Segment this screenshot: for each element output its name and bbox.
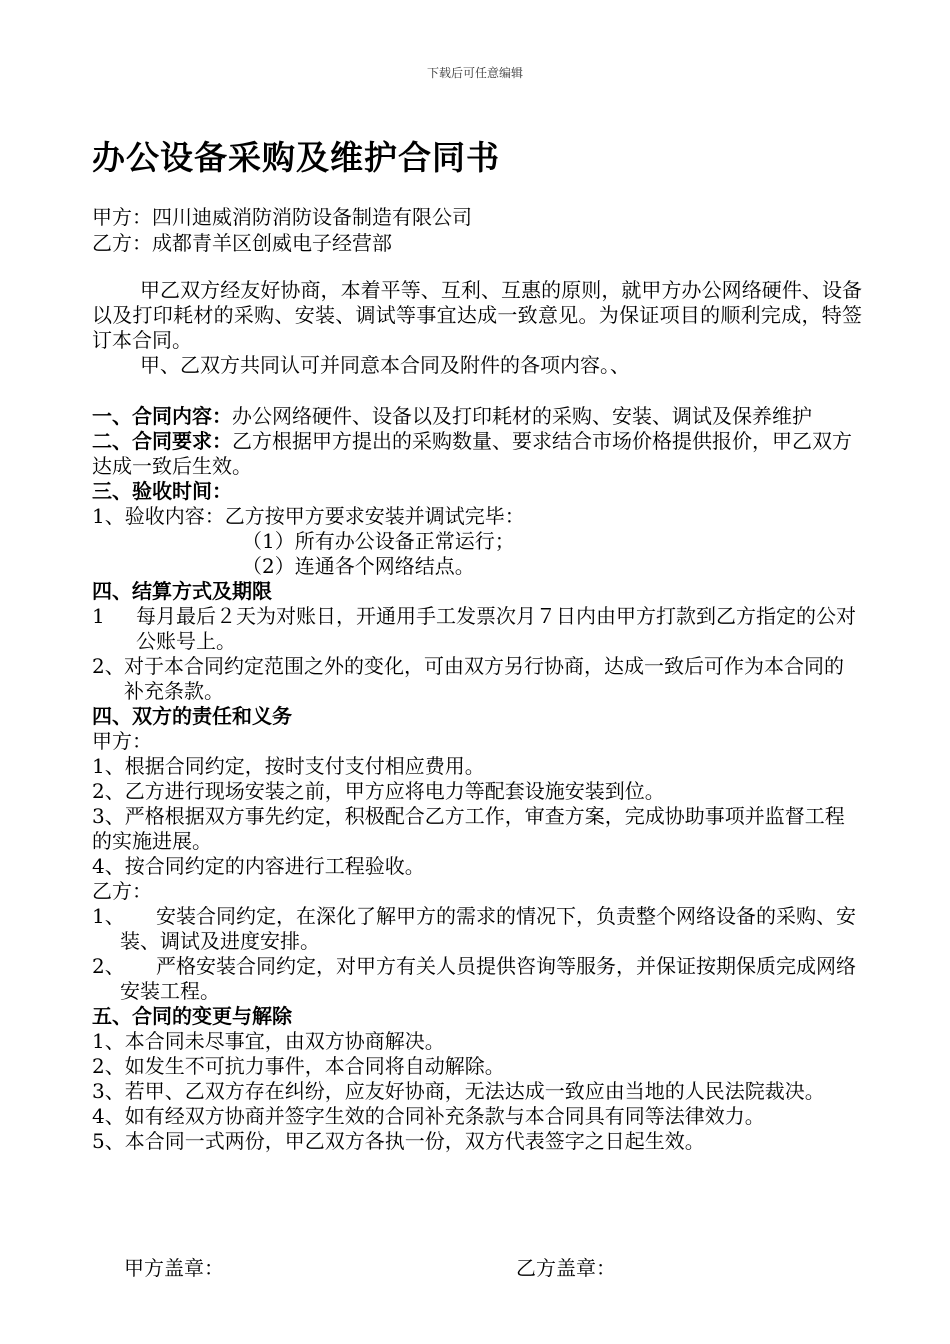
page-header: 下载后可任意编辑	[426, 66, 523, 80]
spacer	[92, 378, 862, 404]
intro-paragraph: 甲乙双方经友好协商，本着平等、互利、互惠的原则，就甲方办公网络硬件、设备以及打印耗材的采购、安装、调试等事宜达成一致意见。为保证项目的顺利完成，特签订本合同。	[92, 278, 862, 352]
list-item	[92, 904, 862, 954]
party-b-seal: 乙方盖章：	[516, 1256, 616, 1280]
section-heading: 五、合同的变更与解除	[92, 1004, 292, 1028]
list-item: 1、本合同未尽事宜，由双方协商解决。	[92, 1029, 445, 1053]
list-item: 1、验收内容：乙方按甲方要求安装并调试完毕：	[92, 504, 525, 528]
list-item: 5、本合同一式两份，甲乙双方各执一份，双方代表签字之日起生效。	[92, 1129, 705, 1153]
parties-block	[92, 204, 472, 256]
document-title: 办公设备采购及维护合同书	[92, 138, 500, 177]
intro-paragraph-2: 甲、乙双方共同认可并同意本合同及附件的各项内容。、	[140, 353, 630, 377]
list-item: 4、按合同约定的内容进行工程验收。	[92, 854, 425, 878]
section-heading: 一、合同内容：	[92, 404, 232, 428]
list-item	[92, 954, 862, 1004]
list-number: 1	[92, 604, 105, 628]
section-text: 乙方根据甲方提出的采购数量、要求结合市场价格提供报价，甲乙双方达成一致后生效。	[92, 429, 852, 478]
section-contract-content	[92, 404, 862, 429]
list-text: 对于本合同约定范围之外的变化，可由双方另行协商，达成一致后可作为本合同的补充条款。	[124, 654, 844, 703]
list-number: 2、	[92, 654, 125, 678]
section-heading: 四、结算方式及期限	[92, 579, 272, 603]
list-item: 4、如有经双方协商并签字生效的合同补充条款与本合同具有同等法律效力。	[92, 1104, 765, 1128]
list-number: 1、	[92, 904, 125, 928]
party-a: 甲方：四川迪威消防消防设备制造有限公司	[92, 205, 472, 229]
list-subitem: （1）所有办公设备正常运行；	[242, 529, 515, 553]
list-number: 2、	[92, 954, 125, 978]
list-item	[92, 654, 862, 704]
list-text: 每月最后２天为对账日，开通用手工发票次月７日内由甲方打款到乙方指定的公对公账号上。	[136, 604, 856, 653]
list-item: 2、乙方进行现场安装之前，甲方应将电力等配套设施安装到位。	[92, 779, 665, 803]
list-item: 1、根据合同约定，按时支付支付相应费用。	[92, 754, 485, 778]
list-text: 严格安装合同约定，对甲方有关人员提供咨询等服务，并保证按期保质完成网络安装工程。	[120, 954, 856, 1003]
contract-body	[92, 278, 862, 1154]
list-item: 3、若甲、乙双方存在纠纷，应友好协商，无法达成一致应由当地的人民法院裁决。	[92, 1079, 825, 1103]
section-heading: 二、合同要求：	[92, 429, 232, 453]
section-text: 办公网络硬件、设备以及打印耗材的采购、安装、调试及保养维护	[232, 404, 812, 428]
list-text: 安装合同约定，在深化了解甲方的需求的情况下，负责整个网络设备的采购、安装、调试及进度安排。	[120, 904, 856, 953]
party-b: 乙方：成都青羊区创威电子经营部	[92, 231, 392, 255]
list-subitem: （2）连通各个网络结点。	[242, 554, 475, 578]
section-contract-requirements	[92, 429, 862, 479]
section-heading: 四、双方的责任和义务	[92, 704, 292, 728]
section-heading: 三、验收时间：	[92, 479, 232, 503]
list-item: 3、严格根据双方事先约定，积极配合乙方工作，审查方案，完成协助事项并监督工程的实施进展。	[92, 804, 845, 853]
party-label: 乙方：	[92, 879, 152, 903]
list-item: 2、如发生不可抗力事件，本合同将自动解除。	[92, 1054, 505, 1078]
party-a-seal: 甲方盖章：	[124, 1256, 224, 1280]
list-item	[92, 604, 862, 654]
party-label: 甲方：	[92, 729, 152, 753]
